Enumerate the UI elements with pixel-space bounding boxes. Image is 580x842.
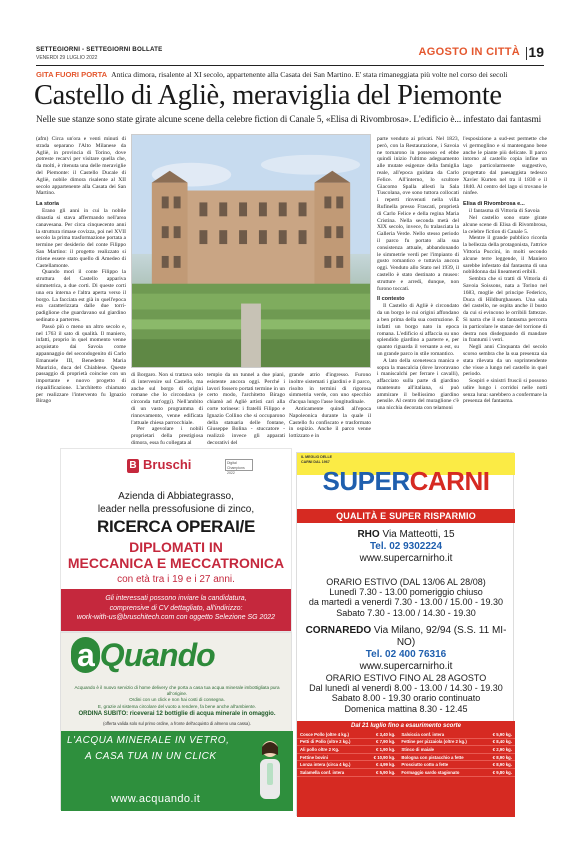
promo-item: Bologna con pistacchio a fette	[398, 753, 484, 761]
ad-bruschi[interactable]	[60, 448, 292, 632]
banner-line: L'ACQUA MINERALE IN VETRO,	[67, 735, 230, 746]
supercarni-tagline: QUALITÀ E SUPER RISPARMIO	[297, 509, 515, 523]
store-cornaredo	[297, 625, 515, 673]
digital-champions-badge: Digital Champions 2022	[225, 459, 253, 471]
promo-price: € 7,90 kg.	[365, 738, 398, 746]
acquando-logo: a Quando	[71, 637, 215, 674]
article-subheading: Il contesto	[377, 296, 405, 303]
castle-photo	[131, 134, 371, 368]
article-paragraph: Quando morì il conte Filippo la struttura del Castello appariva simmetrica, a due corti. Di queste corti una era interna e l'altra aperta verso il borgo. La facciata est già in quell'epoca era caratterizzata dalle due torri-padiglione che guardavano sul giardino sedinato a parterres.	[36, 269, 126, 323]
promo-price: € 5,90 kg.	[365, 768, 398, 776]
ad-subheading: DIPLOMATI IN	[129, 539, 223, 555]
article-paragraph: Nel castello sono state girate alcune scene di Elisa di Rivombrosa, la celebre fiction di Canale 5.	[463, 214, 547, 235]
store-rho-hours: ORARIO ESTIVO (DAL 13/06 AL 28/08) Lunedì 7.30 - 13.00 pomeriggio chiuso da martedì a venerdì 7.30 - 13.00 / 15.00 - 19.30 Sabato 7.30 - 13.00 / 14.30 - 19.30	[308, 577, 504, 618]
promo-row	[297, 768, 515, 776]
article-paragraph: il fantasma di Vittoria di Savoia	[469, 208, 540, 215]
article-paragraph: Per agevolare i nobili proprietari della prestigiosa dimora, essa fu collegata al	[131, 426, 203, 446]
store-phone[interactable]: Tel. 02 400 76316	[365, 649, 447, 660]
article-paragraph: Erano gli anni in cui la nobile dinastia si stava affermando nell'area canavesana. Per circa cinquecento anni la struttura rimase covizza, poi nel XVII secolo la prima trasformazione portata a termine per desiderio del conte Filippo San Martino: il progetto realizzato si ritiene essere stato quello di Amedeo di Castellamonte.	[36, 208, 126, 269]
article-paragraph: Sospiri e sinistri fruscii si possono udire lungo i corridoi nelle notti senza luna: sarebbero a confermare la presenza del fantasma.	[463, 378, 547, 405]
promo-row	[297, 761, 515, 769]
ad-text-line: Ordini con un click e non hai costi di consegna.	[129, 697, 225, 703]
supercarni-logo: SUPERCARNI	[322, 466, 490, 496]
ad-acquando[interactable]	[60, 632, 292, 810]
promo-price: € 9,80 kg.	[484, 768, 515, 776]
article-column-3	[207, 372, 285, 446]
store-cornaredo-hours: ORARIO ESTIVO FINO AL 28 AGOSTO Dal lunedì al venerdì 8.00 - 13.00 / 14.30 - 19.30 Sabato 8.00 - 19.30 orario continuato Domenica mattina 8.30 - 12.45	[309, 673, 503, 714]
article-column-6	[463, 136, 547, 442]
article-column-4	[289, 372, 371, 442]
masthead	[36, 44, 544, 66]
article-column-1	[36, 136, 126, 442]
promo-price: € 10,90 kg.	[365, 753, 398, 761]
article-paragraph: parte venduto ai privati. Nel 1823, però, con la Restaurazione, i Savoia ne tornarono in possesso ed ebbe quindi inizio l'ultimo adeguamento alle mutate esigenze della famiglia reale, all'epoca guidata da Carlo Felice. All'interno, lo scultore Giacomo Spalla allestì la Sala Tuscolana, ove sono tuttora collocati i reperti rinvenuti nella villa Rufinella presso Frascati, proprietà di Carlo Felice e della regina Maria Cristina. Nella seconda metà del XIX secolo, invece, fu tralasciata la Galleria Verde. Nello stesso periodo il parco fu portato alla sua consistenza attuale, abbandonando le simmetrie verdi per l'impianto di gusto romantico e tuttavia ancora oggi. Venduto allo Stato nel 1939, il castello è stato destinato a museo: strutture e arredi, dunque, non furono toccati.	[377, 136, 459, 292]
promo-price: € 4,99 kg.	[365, 761, 398, 769]
article-column-2	[131, 372, 203, 446]
article-paragraph: di Borgaro. Non si trattava solo di intervenire sul Castello, ma anche sul borgo di origini romane che lo circondava (e circonda tutt'oggi). Nell'ambito di un vasto programma di rinnovamento, venne edificata l'attuale chiesa parrocchiale.	[131, 372, 203, 426]
page-number: 19	[528, 44, 544, 60]
article-paragraph: tempio da un tunnel a due piani, esistente ancora oggi. Perché i lavori fossero portati termine in un certo modo, l'architetto Birago chiamò ad Agliè artisti cari alla corte torinese: i fratelli Filippo e Ignazio Collino che si occuparono della statuaria delle fontane, Giuseppe Bolina - stuccatore - realizzò invece gli apparati decorativi del	[207, 372, 285, 446]
store-address: Via Matteotti, 15	[382, 529, 455, 540]
promo-item: Petti di Pollo (oltre 2 kg.)	[297, 738, 365, 746]
article-paragraph: l'esposizione a sud-est permette che vi germoglino e si mantengano bene anche le piante più delicate. Il parco intorno al castello copia infine un lago particolarmente suggestivo, progettato dal paesaggista tedesco Xavier Kurten nel tra il 1830 e il 1840. Al centro del lago si trovano le ninfee.	[463, 136, 547, 197]
bruschi-logo-icon: B	[127, 459, 139, 473]
article-paragraph: grande atrio d'ingresso. Furono inoltre sistemati i giardini e il parco, risolto in termini di rigorosa simmetria verde, con uno specchio d'acqua lungo l'asse longitudinale.	[289, 372, 371, 406]
store-website[interactable]: www.supercarnirho.it	[359, 553, 453, 564]
store-website[interactable]: www.supercarnirho.it	[359, 661, 453, 672]
article-subheading: Elisa di Rivombrosa e...	[463, 201, 525, 208]
ad-footer-line: Gli interessati possono inviare la candidatura,	[105, 595, 247, 602]
promo-price: € 1,90 kg.	[365, 746, 398, 754]
promo-price: € 8,90 kg.	[484, 761, 515, 769]
promo-table	[297, 731, 515, 777]
article-paragraph: Negli anni Cinquanta del secolo scorso sembra che la sua presenza sia stata rilevata da un soprintendente che visse a lungo nel castello in quel periodo.	[463, 344, 547, 378]
article-paragraph: Anticamente quindi all'epoca Napoleonica durante la quale il Castello fu confiscato e trasformato in ospizio. Anche il parco venne lottizzato e in	[289, 405, 371, 440]
woman-figure-icon	[255, 737, 285, 799]
ad-text-line: Acquando è il nuovo servizio di home delivery che porta a casa tua acqua minerale imbottigliata pura all'origine.	[74, 685, 280, 697]
acquando-url[interactable]: www.acquando.it	[111, 793, 201, 805]
promo-price: € 8,40 kg.	[484, 738, 515, 746]
promo-price: € 5,90 kg.	[484, 731, 515, 738]
article-paragraph: Passò più o meno un altro secolo e, nel 1763 il sato di qualità. Il maniero, infatti, proprio in quel momento venne acquistato dai Savoia come appannaggio del secondogenito di Carlo Emanuele III, Benedetto Maria Maurizio, duca del Chiablese. Queste passaggio di proprietà coincise con un importante e nuovo progetto di riqualificazione. L'architetto chiamato per realizzare l'intervento fu Ignazio Birago	[36, 323, 126, 405]
promo-item: Lonza intera (circa 4 kg.)	[297, 761, 365, 769]
kicker-text: Antica dimora, risalente al XI secolo, appartenente alla Casata dei San Martino. E' stata rimaneggiata più volte nel corso dei secoli	[111, 70, 508, 79]
ad-line: Azienda di Abbiategrasso,	[118, 491, 234, 502]
promo-item: Formaggio sardo stagionato	[398, 768, 484, 776]
ad-banner	[61, 731, 293, 811]
banner-line: A CASA TUA IN UN CLICK	[85, 751, 217, 762]
ad-footer	[61, 589, 291, 631]
ad-supercarni[interactable]	[296, 452, 514, 816]
promo-price: € 2,90 kg.	[484, 746, 515, 754]
article-headline: Castello di Agliè, meraviglia del Piemonte	[34, 80, 502, 111]
article-paragraph: Il Castello di Agliè è circondato da un borgo le cui origini affondano a ben prima della sua costruzione. È infatti un borgo nato in epoca romana. L'edificio si affaccia su uno splendido giardino a parterre e, per quanto riguarda il versante a est, su un grande parco in stile romantico.	[377, 303, 459, 357]
article-kicker	[36, 70, 548, 79]
ad-footer-email[interactable]: work-with-us@bruschitech.com con oggetto Selezione SG 2022	[76, 614, 276, 621]
store-phone[interactable]: Tel. 02 9302224	[369, 541, 443, 552]
article-subheading: La storia	[36, 201, 59, 208]
promo-item: Salamella conf. intera	[297, 768, 365, 776]
promo-item: Ali pollo oltre 2 Kg.	[297, 746, 365, 754]
section-title: AGOSTO IN CITTÀ	[418, 46, 520, 58]
article-paragraph: A lato della scenetesca manica e sopra la mascalcia (dove lavoravano i maniscalchi per ferrare i cavalli), affacciato sulla parte di giardino mantenuto all'italiana, si può ammirare il bellissimo giardino pensile. Al centro del muraglione c'è una nicchia decorata con telamoni	[377, 357, 459, 412]
promo-item: Fettine bovini	[297, 753, 365, 761]
publication-name: SETTEGIORNI - SETTEGIORNI BOLLATE	[36, 46, 163, 53]
promo-price: € 8,90 kg.	[484, 753, 515, 761]
promo-row	[297, 731, 515, 738]
article-column-5	[377, 136, 459, 442]
ad-line: leader nella pressofusione di zinco,	[97, 504, 255, 515]
ad-text-line: E, grazie al sistema circolare del vuoto a rendere, fa bene anche all'ambiente.	[97, 703, 257, 709]
store-rho	[297, 529, 515, 565]
ad-heading: RICERCA OPERAI/E	[97, 517, 255, 536]
supercarni-claim: IL MEGLIO DELLE CARNI DAL 1967	[301, 455, 333, 464]
ad-subheading: MECCANICA E MECCATRONICA	[67, 555, 285, 571]
ad-order-cta: ORDINA SUBITO: riceverai 12 bottiglie di acqua minerale in omaggio.	[78, 711, 276, 717]
promo-row	[297, 746, 515, 754]
ad-line: con età tra i 19 e i 27 anni.	[117, 574, 235, 585]
bruschi-logo: B Bruschi	[127, 457, 191, 473]
promo-box	[297, 721, 515, 817]
kicker-tag: GITA FUORI PORTA	[36, 70, 108, 79]
promo-item: Stinco di maiale	[398, 746, 484, 754]
promo-item: Prosciutto cotto a fette	[398, 761, 484, 769]
promo-item: Salsiccia conf. intera	[398, 731, 484, 738]
issue-date: VENERDI 29 LUGLIO 2022	[36, 55, 98, 61]
promo-price: € 3,40 kg.	[365, 731, 398, 738]
store-name: RHO	[357, 529, 380, 540]
article-paragraph: Mentre il grande pubblico ricorda la bellezza della protagonista, l'attrice Vittoria Puccini, in molti secondo alcune terre leggende, il Maniero sarebbe infestato dal fantasma di una nobildonna dai lineamenti eribili.	[463, 235, 547, 276]
promo-item: Cosce Pollo (oltre 4 kg.)	[297, 731, 365, 738]
store-address: Via Milano, 92/94 (S.S. 11 MI-NO)	[373, 625, 507, 648]
promo-row	[297, 753, 515, 761]
ad-fine-print: (offerta valida solo sul primo ordine, a fronte dell'acquisto di almeno una cassa).	[103, 721, 251, 726]
promo-item: Fettine per pizzaiola (oltre 2 kg.)	[398, 738, 484, 746]
article-paragraph: Sembra che si tratti di Vittoria di Savoia Soissons, nata a Torino nel 1683, moglie del principe Federico, Duca di Hildburghausen. Una sala del castello, ne ospita anche il busto da cui si evincono le orribili fattezze. Si narra che il suo fantasma percorra in particolare le stanze del torrione di destra non disdegnando di mandare in frantumi i vetri.	[463, 276, 547, 344]
masthead-divider	[526, 47, 527, 60]
castle-illustration	[132, 135, 370, 367]
ad-text	[69, 685, 285, 710]
store-name: CORNAREDO	[305, 625, 372, 636]
article-paragraph: (afm) Circa un'ora e venti minuti di strada separano l'Alto Milanese da Agliè, in provincia di Torino, dove potreste recarvi per visitare quella che, da molti, è ritenuta una delle meraviglie del Piemonte: il Castello Ducale di Agliè, nobile dimora risalente al XII secolo appartenente alla Casata dei San Martino.	[36, 136, 126, 197]
ad-footer-line: comprensive di CV dettagliato, all'indirizzo:	[109, 604, 243, 612]
promo-row	[297, 738, 515, 746]
promo-title: Dal 21 luglio fino a esaurimento scorte	[350, 723, 462, 729]
article-subhead: Nelle sue stanze sono state girate alcune scene della celebre fiction di Canale 5, «Elisa di Rivombrosa». L'edificio è... infestato dai fantasmi	[36, 115, 542, 125]
